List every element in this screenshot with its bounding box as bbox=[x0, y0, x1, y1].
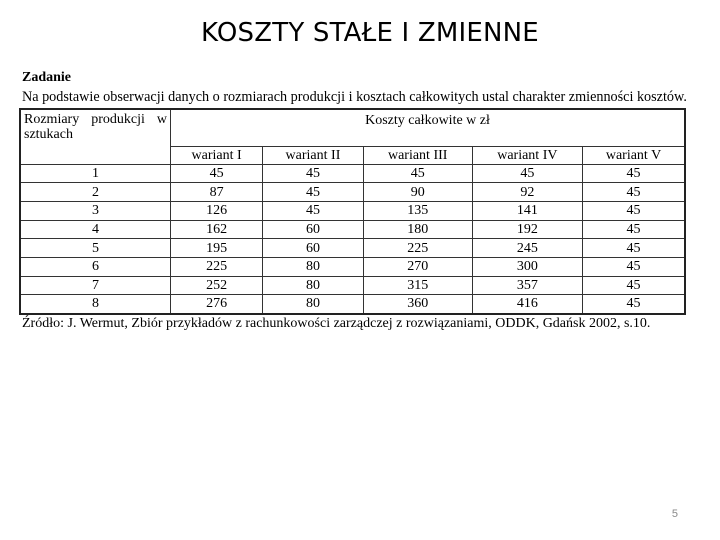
group-header-cell: Koszty całkowite w zł bbox=[171, 109, 686, 146]
table-row bbox=[20, 295, 685, 314]
cost-cell: 60 bbox=[263, 220, 364, 239]
cost-cell: 45 bbox=[363, 164, 472, 183]
cost-cell: 162 bbox=[171, 220, 263, 239]
cost-cell: 45 bbox=[583, 276, 685, 295]
table-row bbox=[20, 164, 685, 183]
cost-cell: 60 bbox=[263, 239, 364, 258]
cost-cell: 45 bbox=[583, 201, 685, 220]
cost-cell: 315 bbox=[363, 276, 472, 295]
size-cell: 8 bbox=[20, 295, 171, 314]
table-row bbox=[20, 276, 685, 295]
slide-title: KOSZTY STAŁE I ZMIENNE bbox=[201, 18, 539, 48]
row-header-word: Rozmiary bbox=[24, 112, 80, 127]
column-header: wariant V bbox=[583, 146, 685, 164]
size-cell: 7 bbox=[20, 276, 171, 295]
column-header: wariant II bbox=[263, 146, 364, 164]
cost-cell: 45 bbox=[583, 257, 685, 276]
cost-cell: 45 bbox=[583, 183, 685, 202]
row-header-word: produkcji bbox=[91, 112, 145, 127]
table-row bbox=[20, 257, 685, 276]
cost-cell: 45 bbox=[263, 164, 364, 183]
cost-cell: 180 bbox=[363, 220, 472, 239]
cost-cell: 225 bbox=[171, 257, 263, 276]
cost-cell: 45 bbox=[472, 164, 582, 183]
column-header: wariant IV bbox=[472, 146, 582, 164]
table-row bbox=[20, 239, 685, 258]
cost-cell: 357 bbox=[472, 276, 582, 295]
table-row bbox=[20, 201, 685, 220]
cost-cell: 90 bbox=[363, 183, 472, 202]
cost-cell: 141 bbox=[472, 201, 582, 220]
cost-cell: 45 bbox=[583, 239, 685, 258]
source-note: Źródło: J. Wermut, Zbiór przykładów z rachunkowości zarządczej z rozwiązaniami, ODDK, Gdańsk 2002, s.10. bbox=[22, 316, 651, 331]
size-cell: 1 bbox=[20, 164, 171, 183]
cost-cell: 135 bbox=[363, 201, 472, 220]
cost-cell: 225 bbox=[363, 239, 472, 258]
table-header-row bbox=[20, 109, 685, 146]
cost-table bbox=[19, 108, 686, 315]
size-cell: 3 bbox=[20, 201, 171, 220]
row-header-cell bbox=[20, 109, 171, 164]
cost-cell: 45 bbox=[583, 295, 685, 314]
cost-cell: 45 bbox=[171, 164, 263, 183]
cost-cell: 192 bbox=[472, 220, 582, 239]
page-number: 5 bbox=[671, 508, 678, 520]
cost-cell: 416 bbox=[472, 295, 582, 314]
cost-cell: 80 bbox=[263, 295, 364, 314]
cost-cell: 45 bbox=[263, 183, 364, 202]
table-row bbox=[20, 183, 685, 202]
row-header-word: w bbox=[156, 112, 167, 127]
column-header: wariant III bbox=[363, 146, 472, 164]
cost-cell: 195 bbox=[171, 239, 263, 258]
cost-cell: 252 bbox=[171, 276, 263, 295]
column-header: wariant I bbox=[171, 146, 263, 164]
cost-cell: 45 bbox=[583, 220, 685, 239]
cost-cell: 245 bbox=[472, 239, 582, 258]
row-header-line2: sztukach bbox=[24, 127, 73, 142]
cost-cell: 80 bbox=[263, 276, 364, 295]
cost-cell: 360 bbox=[363, 295, 472, 314]
cost-cell: 45 bbox=[583, 164, 685, 183]
cost-cell: 80 bbox=[263, 257, 364, 276]
cost-cell: 276 bbox=[171, 295, 263, 314]
cost-cell: 45 bbox=[263, 201, 364, 220]
table-row bbox=[20, 220, 685, 239]
task-text: Na podstawie obserwacji danych o rozmiarach produkcji i kosztach całkowitych ustal charakter zmienności kosztów. bbox=[22, 89, 687, 105]
cost-cell: 270 bbox=[363, 257, 472, 276]
cost-cell: 92 bbox=[472, 183, 582, 202]
size-cell: 2 bbox=[20, 183, 171, 202]
cost-cell: 300 bbox=[472, 257, 582, 276]
size-cell: 4 bbox=[20, 220, 171, 239]
size-cell: 5 bbox=[20, 239, 171, 258]
size-cell: 6 bbox=[20, 257, 171, 276]
cost-cell: 126 bbox=[171, 201, 263, 220]
task-label: Zadanie bbox=[22, 70, 72, 85]
cost-cell: 87 bbox=[171, 183, 263, 202]
